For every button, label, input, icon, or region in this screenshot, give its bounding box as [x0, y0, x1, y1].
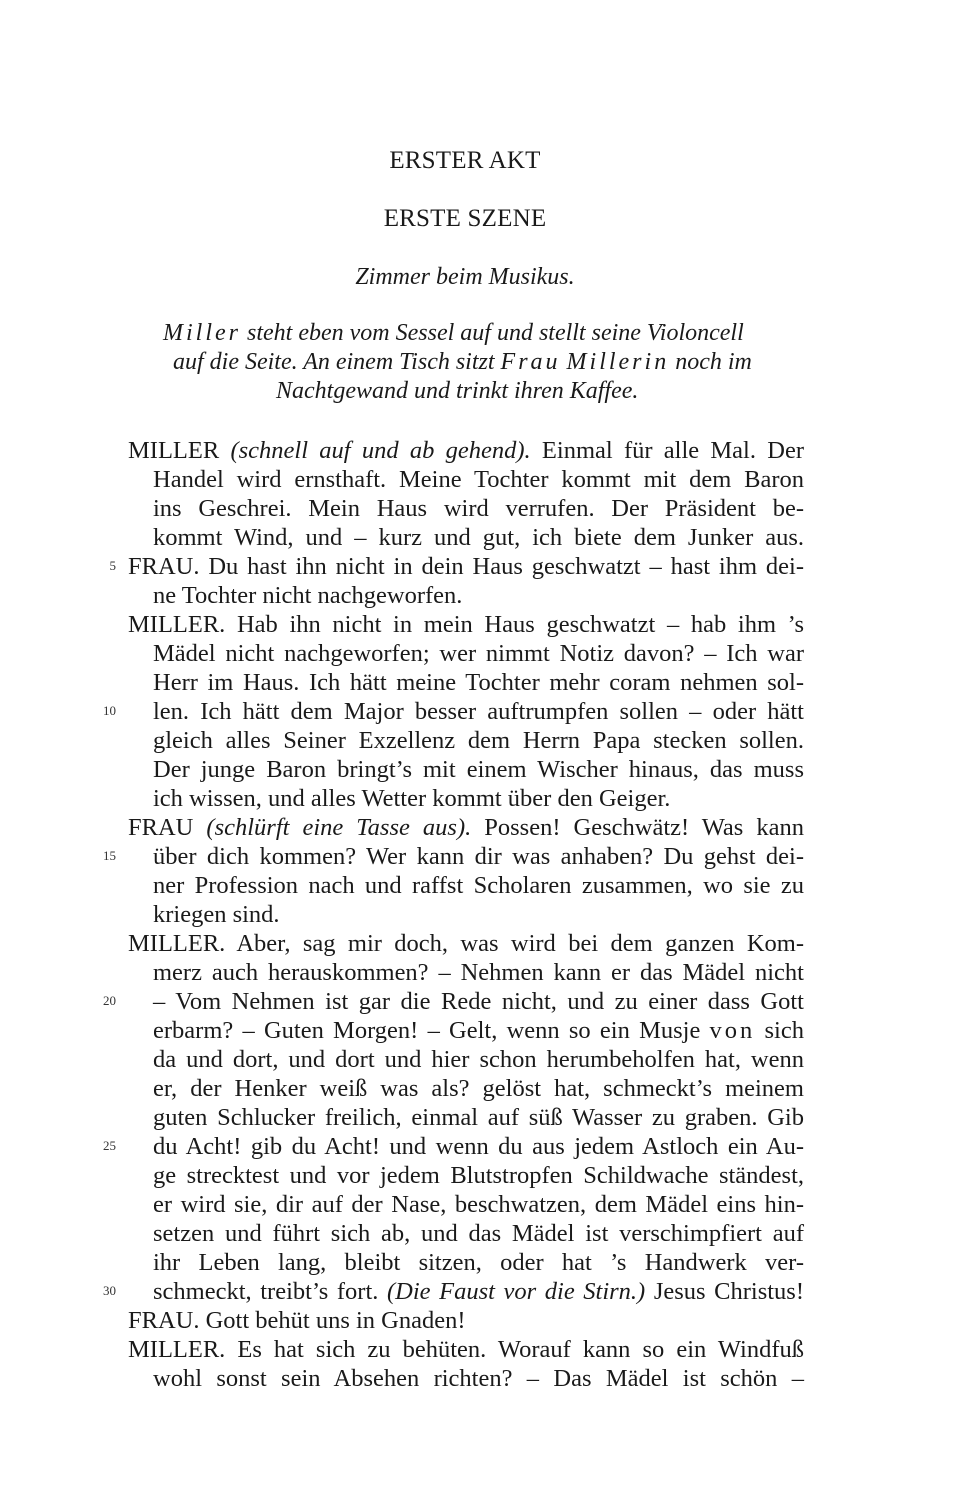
speech-line: FRAU. Du hast ihn nicht in dein Haus geschwatzt – hast ihm dei-	[128, 553, 804, 580]
speech-line: setzen und führt sich ab, und das Mädel ist verschimpfiert auf	[153, 1220, 804, 1247]
speech-line: Der junge Baron bringt’s mit einem Wischer hinaus, das muss	[153, 756, 804, 783]
speech-line: FRAU. Gott behüt uns in Gnaden!	[128, 1307, 466, 1334]
speaker-name: MILLER	[128, 437, 220, 464]
speech-line: gleich alles Seiner Exzellenz dem Herrn Papa stecken sollen.	[153, 727, 804, 754]
line-number: 30	[103, 1283, 116, 1298]
speech-line: schmeckt, treibt’s fort. (Die Faust vor die Stirn.) Jesus Christus!	[153, 1278, 804, 1305]
speech-line: über dich kommen? Wer kann dir was anhaben? Du gehst dei-	[153, 843, 804, 870]
stage-direction-line: Miller steht eben vom Sessel auf und stellt seine Violoncell	[163, 320, 744, 346]
speech-line: MILLER. Hab ihn nicht in mein Haus geschwatzt – hab ihm ’s	[128, 611, 804, 638]
speech-line: MILLER. Es hat sich zu behüten. Worauf kann so ein Windfuß	[128, 1336, 804, 1363]
scene-title: ERSTE SZENE	[383, 205, 547, 232]
speech-line: kriegen sind.	[153, 901, 280, 928]
speech-line: kommt Wind, und – kurz und gut, ich biete dem Junker aus.	[153, 524, 804, 551]
line-number: 25	[103, 1138, 116, 1153]
character-name: Millerin	[566, 349, 670, 375]
stage-direction-inline: (schlürft eine Tasse aus).	[206, 814, 472, 841]
speech-line: MILLER (schnell auf und ab gehend). Einmal für alle Mal. Der	[128, 437, 804, 464]
stage-direction-inline: (Die Faust vor die Stirn.)	[386, 1278, 646, 1305]
spaced-word: von	[709, 1017, 756, 1044]
speech-line: MILLER. Aber, sag mir doch, was wird bei dem ganzen Kom-	[128, 930, 804, 957]
line-number: 15	[103, 848, 116, 863]
speech-line: ins Geschrei. Mein Haus wird verrufen. Der Präsident be-	[153, 495, 804, 522]
line-number: 10	[103, 703, 116, 718]
speech-line: guten Schlucker freilich, einmal auf süß Wasser zu graben. Gib	[153, 1104, 804, 1131]
speech-line: du Acht! gib du Acht! und wenn du aus jedem Astloch ein Au-	[153, 1133, 804, 1160]
speaker-name: FRAU	[128, 814, 194, 841]
speech-line: ner Profession nach und raffst Scholaren zusammen, wo sie zu	[153, 872, 804, 899]
speech-line: FRAU (schlürft eine Tasse aus). Possen! Geschwätz! Was kann	[128, 814, 804, 841]
speech-line: ne Tochter nicht nachgeworfen.	[153, 582, 463, 609]
character-name: Miller	[163, 320, 241, 346]
speech-line: erbarm? – Guten Morgen! – Gelt, wenn so ein Musje von sich	[153, 1017, 804, 1044]
line-number: 5	[109, 558, 116, 573]
speech-line: merz auch herauskommen? – Nehmen kann er das Mädel nicht	[153, 959, 804, 986]
stage-direction-inline: (schnell auf und ab gehend).	[230, 437, 531, 464]
speech-line: er wird sie, dir auf der Nase, beschwatzen, dem Mädel eins hin-	[153, 1191, 804, 1218]
line-number: 20	[103, 993, 116, 1008]
speech-line: ich wissen, und alles Wetter kommt über den Geiger.	[153, 785, 671, 812]
speech-line: len. Ich hätt dem Major besser auftrumpfen sollen – oder hätt	[153, 698, 804, 725]
scene-setting: Zimmer beim Musikus.	[355, 264, 575, 290]
speech-line: da und dort, und dort und hier schon herumbeholfen hat, wenn	[153, 1046, 804, 1073]
speech-line: ihr Leben lang, bleibt sitzen, oder hat ’s Handwerk ver-	[153, 1249, 804, 1276]
speech-line: Mädel nicht nachgeworfen; wer nimmt Notiz davon? – Ich war	[153, 640, 804, 667]
speech-line: ge strecktest und vor jedem Blutstropfen Schildwache ständest,	[153, 1162, 804, 1189]
stage-direction-line: Nachtgewand und trinkt ihren Kaffee.	[276, 378, 639, 404]
stage-direction-line: auf die Seite. An einem Tisch sitzt Frau Millerin noch im	[173, 349, 752, 375]
speech-line: – Vom Nehmen ist gar die Rede nicht, und zu einer dass Gott	[153, 988, 804, 1015]
speech-line: Handel wird ernsthaft. Meine Tochter kommt mit dem Baron	[153, 466, 804, 493]
speech-line: Herr im Haus. Ich hätt meine Tochter mehr coram nehmen sol-	[153, 669, 804, 696]
speech-line: er, der Henker weiß was als? gelöst hat, schmeckt’s meinem	[153, 1075, 804, 1102]
character-name: Frau	[500, 349, 561, 375]
speech-line: wohl sonst sein Absehen richten? – Das Mädel ist schön –	[153, 1365, 804, 1392]
act-title: ERSTER AKT	[389, 147, 541, 174]
